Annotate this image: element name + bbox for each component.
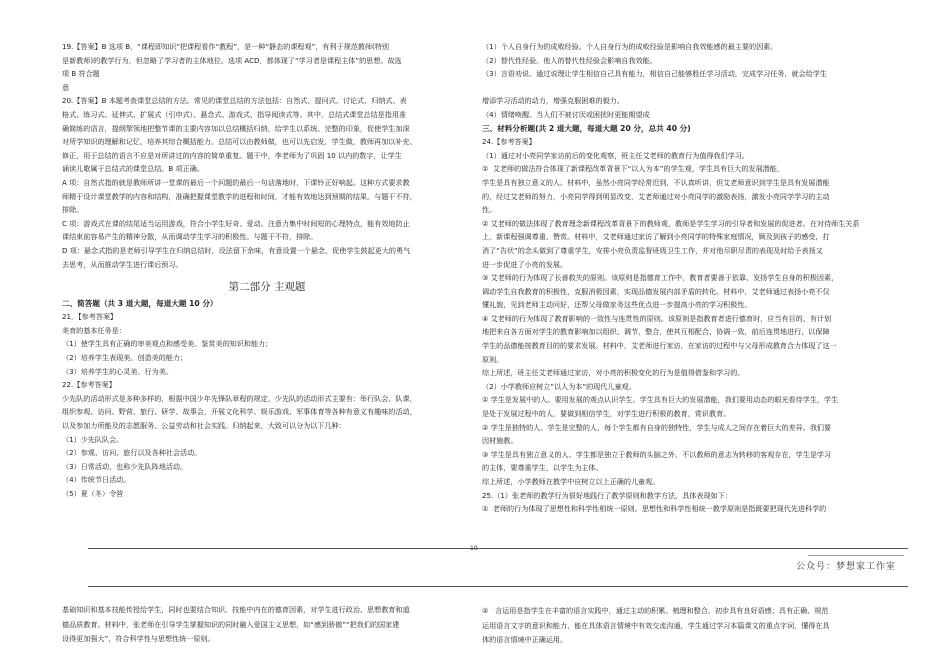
text-line: 的，经过艾老师的努力，小亮同学得到明显改变，艾老师通过对小亮同学的激励表扬，激发小亮同学学习的主动 <box>482 191 830 201</box>
text-line: ③ 艾老师的行为体现了长善救失的原则。该原则是指德育工作中，教育者要善于依靠、发扬学生自身的积极因素， <box>482 273 839 283</box>
text-line: 进一步促进了小亮的发展。 <box>482 259 568 269</box>
text-line: ① 艾老师的做法符合体现了新课程改革背景下“以人为本”的学生观，学生具有巨大的发展潜能， <box>482 164 784 174</box>
text-line: （2）替代性经验。他人的替代性经验会影响自我效能。 <box>482 55 657 65</box>
right-column <box>482 40 888 516</box>
text-line: 21．【参考答案】 <box>62 312 118 322</box>
text-line: ① 学生是发展中的人。要用发展的观点认识学生。学生具有巨大的发展潜能，我们要用动态的眼光看待学生，学生 <box>482 395 839 405</box>
text-line: （4）情绪唤醒。当人们不被讨厌或困扰时更能期望成 <box>482 109 650 119</box>
text-line: （1）使学生具有正确的审美观点和感受美、鉴赏美的知识和能力； <box>62 339 273 349</box>
text-line: 增添学习活动的动力，增强克服困难的毅力。 <box>482 96 624 106</box>
text-line: 体的语言情境中正确运用。 <box>482 635 568 644</box>
analysis-answer-block <box>482 135 888 516</box>
text-line: D 项：悬念式指的是老师引导学生在归纳总结时，设法留下余味，有意设置一个悬念，促使学生鼓起更大的勇气 <box>62 245 411 255</box>
right-answer-block <box>482 40 888 122</box>
text-line: 少先队的活动形式是多种多样的，根据中国少年先锋队章程的规定，少先队的活动形式主要有：举行队会、队课， <box>62 393 417 403</box>
text-line <box>482 81 888 95</box>
text-line: 综上所述，班主任艾老师通过家访，对小亮的积极变化的行为是值得借鉴和学习的。 <box>482 368 745 378</box>
text-line: 综上所述，小学教师在教学中应树立以上正确的儿童观。 <box>482 477 660 486</box>
text-line: （3）言语劝说。通过说理让学生相信自己具有能力，相信自己能够胜任学习活动，完成学习任务，就会给学生 <box>482 69 828 79</box>
text-line: 去思考，从而推动学生进行课后预习。 <box>62 259 183 269</box>
page-number: 10 <box>470 545 478 552</box>
text-line: 24.【参考答案】 <box>482 137 536 147</box>
text-line: 项 B 符合题 <box>62 69 100 79</box>
watermark-text: 公众号：梦想家工作室 <box>796 562 897 572</box>
text-line: 对所学知识的理解和记忆，培养其综合概括能力。总结可以由教师做，也可以先启发，学生做，教师再加以补充、 <box>62 137 417 147</box>
text-line: 师精于设计课堂教学的内容和结构，准确把握课堂教学的进程和时间，才能有效地达到预期的结果。与题干不符， <box>62 191 417 201</box>
text-line: 诵读儿歌属于总结式的课堂总结。B 项正确。 <box>62 164 204 174</box>
text-line: （4）传统节日活动。 <box>62 475 131 485</box>
text-line: ② 言运用是指学生在丰富的语言实践中，通过主动的积累、梳理和整合，初步具有良好语感；具有正确、规范 <box>482 606 829 615</box>
text-line: 上，新课程强调尊重、赞赏。材料中，艾老师通过家访了解到小亮同学的特殊家庭情况，顾及到孩子的感受，打 <box>482 232 830 242</box>
next-page-right-block <box>482 604 890 648</box>
text-line: 格式、练习式、延伸式、扩展式（引申式）、悬念式、游戏式、指导阅读式等。其中，总结式课堂总结是指用准 <box>62 109 407 119</box>
text-line: ① 老师的行为体现了思想性和科学性相统一原则。思想性和科学性相统一教学原则是指既要把现代先进科学的 <box>482 504 827 514</box>
text-line: 美育的基本任务是： <box>62 325 126 335</box>
text-line: （2）参观、访问、旅行以及各种社会活动。 <box>62 448 202 458</box>
text-line: 德品质教育。材料中，张老师在引导学生掌握知识的同时融入爱国主义思想，如“感到骄傲”“把我们的国家建 <box>62 619 400 629</box>
page-divider-top <box>88 548 908 549</box>
text-line: 地把来自各方面对学生的教育影响加以组织、调节，整合，使其互相配合、协调一致，前后连贯地进行，以保障 <box>482 327 830 337</box>
text-line: （3）日常活动，也称少先队阵地活动。 <box>62 461 188 471</box>
text-line: ② 艾老师的做法体现了教育理念新课程改革背景下的教师观，教师是学生学习的引导者和发展的促进者。在对待师生关系 <box>482 218 860 228</box>
analysis-heading: 三、材料分析题(共 2 道大题，每道大题 20 分，总共 40 分) <box>482 123 691 133</box>
text-line: C 项：游戏式在课的结尾适当运用游戏，符合小学生好奇、爱动、注意力集中时间短的心理特点，能有效地防止 <box>62 218 410 228</box>
text-line: 学生是具有独立意义的人。材料中，虽然小亮同学经常迟到，不认真听讲，但艾老师意识到学生是具有发展潜能 <box>482 177 830 187</box>
part-title: 第二部分 主观题 <box>228 281 306 294</box>
text-line: 意 <box>62 82 70 92</box>
text-line: ④ 艾老师的行为体现了教育影响的一致性与连贯性的原则。该原则是指教育者进行德育时，应当有目的、有计划 <box>482 313 832 323</box>
text-line: （2）小学教师应树立“以人为本”的现代儿童观。 <box>482 381 636 391</box>
text-line: 22.【参考答案】 <box>62 380 116 390</box>
text-line: （5）夏（冬）令营 <box>62 489 124 498</box>
text-line: A 项：自然式指的就是教师所讲一堂课的最后一个问题的最后一句话落地时，下课铃正好响起。这种方式要求教 <box>62 177 410 187</box>
text-line: （3）培养学生的心灵美、行为美。 <box>62 366 173 376</box>
text-line: （1）通过对小亮同学家访前后的变化观察，班主任艾老师的教育行为值得我们学习。 <box>482 150 749 160</box>
text-line: 懂礼貌，见到老师主动问好，还帮父母做家务这些优点进一步提高小亮的学习积极性。 <box>482 300 752 310</box>
page-divider-bottom <box>88 586 908 587</box>
text-line: 运用语言文字的意识和能力，能在具体语言情境中有效交流沟通，学生通过学习本篇课文的重点字词，懂得在具 <box>482 620 830 630</box>
text-line: 学生的品德能按教育目的的要求发展。材料中，艾老师进行家访，在家访的过程中与父母形成教育合力体现了这一 <box>482 341 837 351</box>
text-line: 调动学生自我教育的积极性，克服消极因素，实现品德发展内部矛盾的转化。材料中，艾老师通过表扬小亮不仅 <box>482 286 830 296</box>
text-line: 确简练的语言，提纲挈领地把整节课的主要内容加以总结概括归纳，给学生以系统、完整的印象，促使学生加深 <box>62 123 410 133</box>
text-line: 原则。 <box>482 354 504 364</box>
text-line: 排除。 <box>62 205 84 215</box>
text-line: 是处于发展过程中的人，要做到相信学生，对学生进行积极的教育，赏识教育。 <box>482 409 731 419</box>
left-answer-block <box>62 40 472 271</box>
text-line: 性。 <box>482 205 497 215</box>
short-answer-block <box>62 310 472 500</box>
text-line: 修正，用于总结的语言不应是对所讲过的内容的简单重复。题干中，李老师为了巩固 10 以内的数字，让学生 <box>62 150 402 160</box>
text-line: 19.【答案】B 选项 B，“课程即知识”把课程看作“教程”，是一种“静态的课程观”，有利于规范教师(特别 <box>62 42 389 51</box>
text-line: ③ 学生是具有独立意义的人。学生都是独立于教师的头脑之外，不以教师的意志为转移的客观存在，学生是学习 <box>482 449 832 459</box>
text-line: （1）个人自身行为的成败经验。个人自身行为的成败经验是影响自我效能感的最主要的因素。 <box>482 42 778 51</box>
text-line: 的主体，要尊重学生，以学生为主体。 <box>482 463 603 473</box>
text-line: ② 学生是独特的人。学生是完整的人，每个学生都有自身的独特性，学生与成人之间存在着巨大的差异。我们要 <box>482 422 832 432</box>
text-line: 基础知识和基本技能传授给学生，同时也要结合知识、技能中内在的德育因素，对学生进行政治、思想教育和道 <box>62 605 410 614</box>
text-line: （2）培养学生表现美、创造美的能力； <box>62 353 188 363</box>
text-line: 消了“告状”的念头做到了尊重学生，安排小亮负责监督班级卫生工作，并对他尽职尽责的表现及时给予表扬又 <box>482 245 823 255</box>
text-line: 20.【答案】B 本题考查课堂总结的方法。常见的课堂总结的方法包括：自然式、提问式、讨论式、归纳式、表 <box>62 96 407 106</box>
text-line: 设得更加强大”，符合科学性与思想性统一原则。 <box>62 634 215 643</box>
left-column <box>62 40 472 501</box>
text-line: 是新教师)的教学行为，但忽略了学习者的主体地位。选项 ACD，都体现了“学习者是课程主体”的思想。故选 <box>62 55 402 65</box>
text-line: 组织参观、访问、野营、旅行、研学、故事会，开展文化科学、娱乐游戏、军事体育等各种有意义有趣味的活动， <box>62 407 417 417</box>
watermark-underline <box>808 555 904 556</box>
text-line: 以及参加力所能及的志愿服务、公益劳动和社会实践。归纳起来，大致可以分为以下几种： <box>62 421 346 431</box>
text-line: （1）少先队队会。 <box>62 434 124 444</box>
next-page-left-block <box>62 603 472 647</box>
text-line: 25.（1）张老师的教学行为很好地践行了教学原则和教学方法，具体表现如下： <box>482 490 732 500</box>
text-line: 课结束前容易产生的精神分散，从而调动学生学习的积极性。与题干不符，排除。 <box>62 232 318 242</box>
text-line: 因材施教。 <box>482 436 518 446</box>
short-answer-heading: 二、简答题（共 3 道大题，每道大题 10 分） <box>62 298 218 308</box>
